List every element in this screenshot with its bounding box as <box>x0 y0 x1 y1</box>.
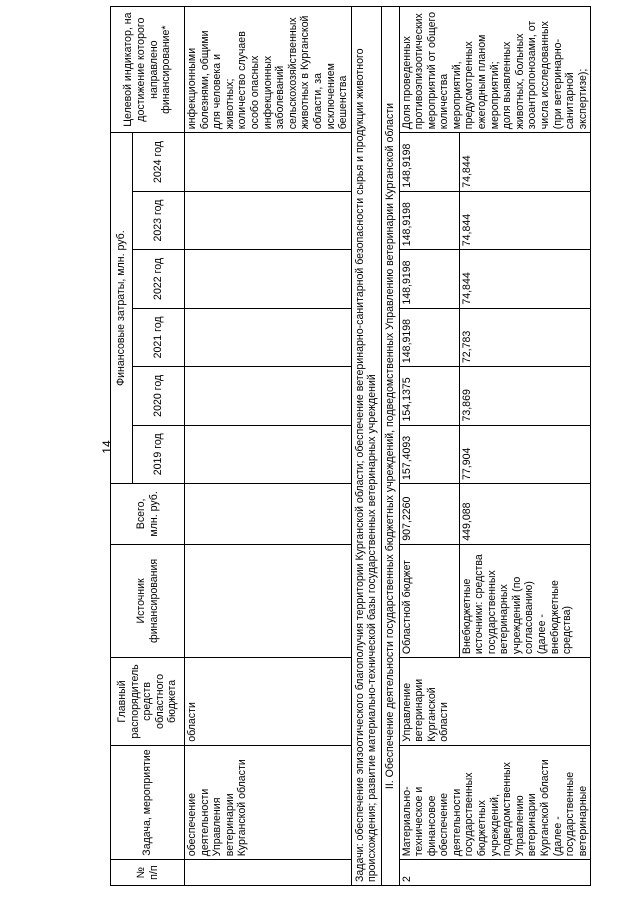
table-row <box>399 7 459 886</box>
item2-y2023-2: 74,844 <box>459 191 591 249</box>
cont-num <box>185 860 352 886</box>
tasks-row: Задачи: обеспечение эпизоотического благополучия территории Курганской области; обеспечение ветеринарно-санитарной безопасности сырья и продукции животного происхождения; развитие материально-технической базы государственных ветеринарных учреждений <box>351 7 381 886</box>
header-year-2020: 2020 год <box>133 367 185 425</box>
cont-indicator: инфекционными болезнями, общими для человека и животных; количество случаев особо опасных инфекционных заболеваний сельскохозяйственных животных в Курганской области, за исключением бешенства <box>185 7 352 133</box>
header-indicator: Целевой индикатор, на достижение которого направлено финансирование* <box>111 7 185 133</box>
table-row <box>351 7 381 886</box>
item2-total-2: 449,088 <box>459 483 591 544</box>
cont-year-cell <box>185 425 352 483</box>
cont-total <box>185 483 352 544</box>
cont-year-cell <box>185 191 352 249</box>
item2-y2024-2: 74,844 <box>459 133 591 192</box>
cont-source <box>185 544 352 657</box>
header-source: Источник финансирования <box>111 544 185 657</box>
item2-num: 2 <box>399 860 591 886</box>
cont-year-cell <box>185 133 352 192</box>
item2-y2020-2: 73,869 <box>459 367 591 425</box>
page-number: 14 <box>100 440 114 454</box>
item2-manager: Управление ветеринарии Курганской области <box>399 658 591 746</box>
item2-y2023-1: 148,9198 <box>399 191 459 249</box>
header-fin-costs: Финансовые затраты, млн. руб. <box>111 133 133 484</box>
header-manager: Главный распорядитель средств областного бюджета <box>111 658 185 746</box>
header-total: Всего, млн. руб. <box>111 483 185 544</box>
item2-y2019-1: 157,4093 <box>399 425 459 483</box>
item2-y2020-1: 154,1375 <box>399 367 459 425</box>
item2-source-2: Внебюджетные источники: средства государственных ветеринарных учреждений (по согласованию) (далее - внебюджетные средства) <box>459 544 591 657</box>
cont-task: обеспечение деятельности Управления ветеринарии Курганской области <box>185 745 352 860</box>
header-year-2024: 2024 год <box>133 133 185 192</box>
cont-year-cell <box>185 308 352 366</box>
item2-y2021-2: 72,783 <box>459 308 591 366</box>
item2-source-1: Областной бюджет <box>399 544 459 657</box>
cont-year-cell <box>185 367 352 425</box>
header-task: Задача, мероприятие <box>111 745 185 860</box>
item2-y2022-2: 74,844 <box>459 250 591 308</box>
header-year-2019: 2019 год <box>133 425 185 483</box>
header-num: № п/п <box>111 860 185 886</box>
item2-total-1: 907,2260 <box>399 483 459 544</box>
header-year-2023: 2023 год <box>133 191 185 249</box>
item2-y2019-2: 77,904 <box>459 425 591 483</box>
cont-year-cell <box>185 250 352 308</box>
item2-y2024-1: 148,9198 <box>399 133 459 192</box>
item2-y2022-1: 148,9198 <box>399 250 459 308</box>
header-year-2022: 2022 год <box>133 250 185 308</box>
item2-task: Материально-техническое и финансовое обеспечение деятельности государственных бюджетных учреждений, подведомственных Управлению ветеринарии Курганской области (далее - государственные ветеринарные <box>399 745 591 860</box>
table-row <box>185 7 352 886</box>
cont-manager: области <box>185 658 352 746</box>
table-row <box>381 7 399 886</box>
item2-indicator: Доля проведенных противоэпизоотических мероприятий от общего количества мероприятий, предусмотренных ежегодным планом мероприятий; доля выявленных животных, больных зооантропонозами, от числа исследованных (при ветеринарно-санитарной экспертизе); <box>399 7 591 133</box>
header-year-2021: 2021 год <box>133 308 185 366</box>
rotated-table-sheet <box>110 6 590 886</box>
financing-table <box>110 6 591 886</box>
item2-y2021-1: 148,9198 <box>399 308 459 366</box>
section-heading: II. Обеспечение деятельности государственных бюджетных учреждений, подведомственных Управлению ветеринарии Курганской области <box>381 7 399 886</box>
